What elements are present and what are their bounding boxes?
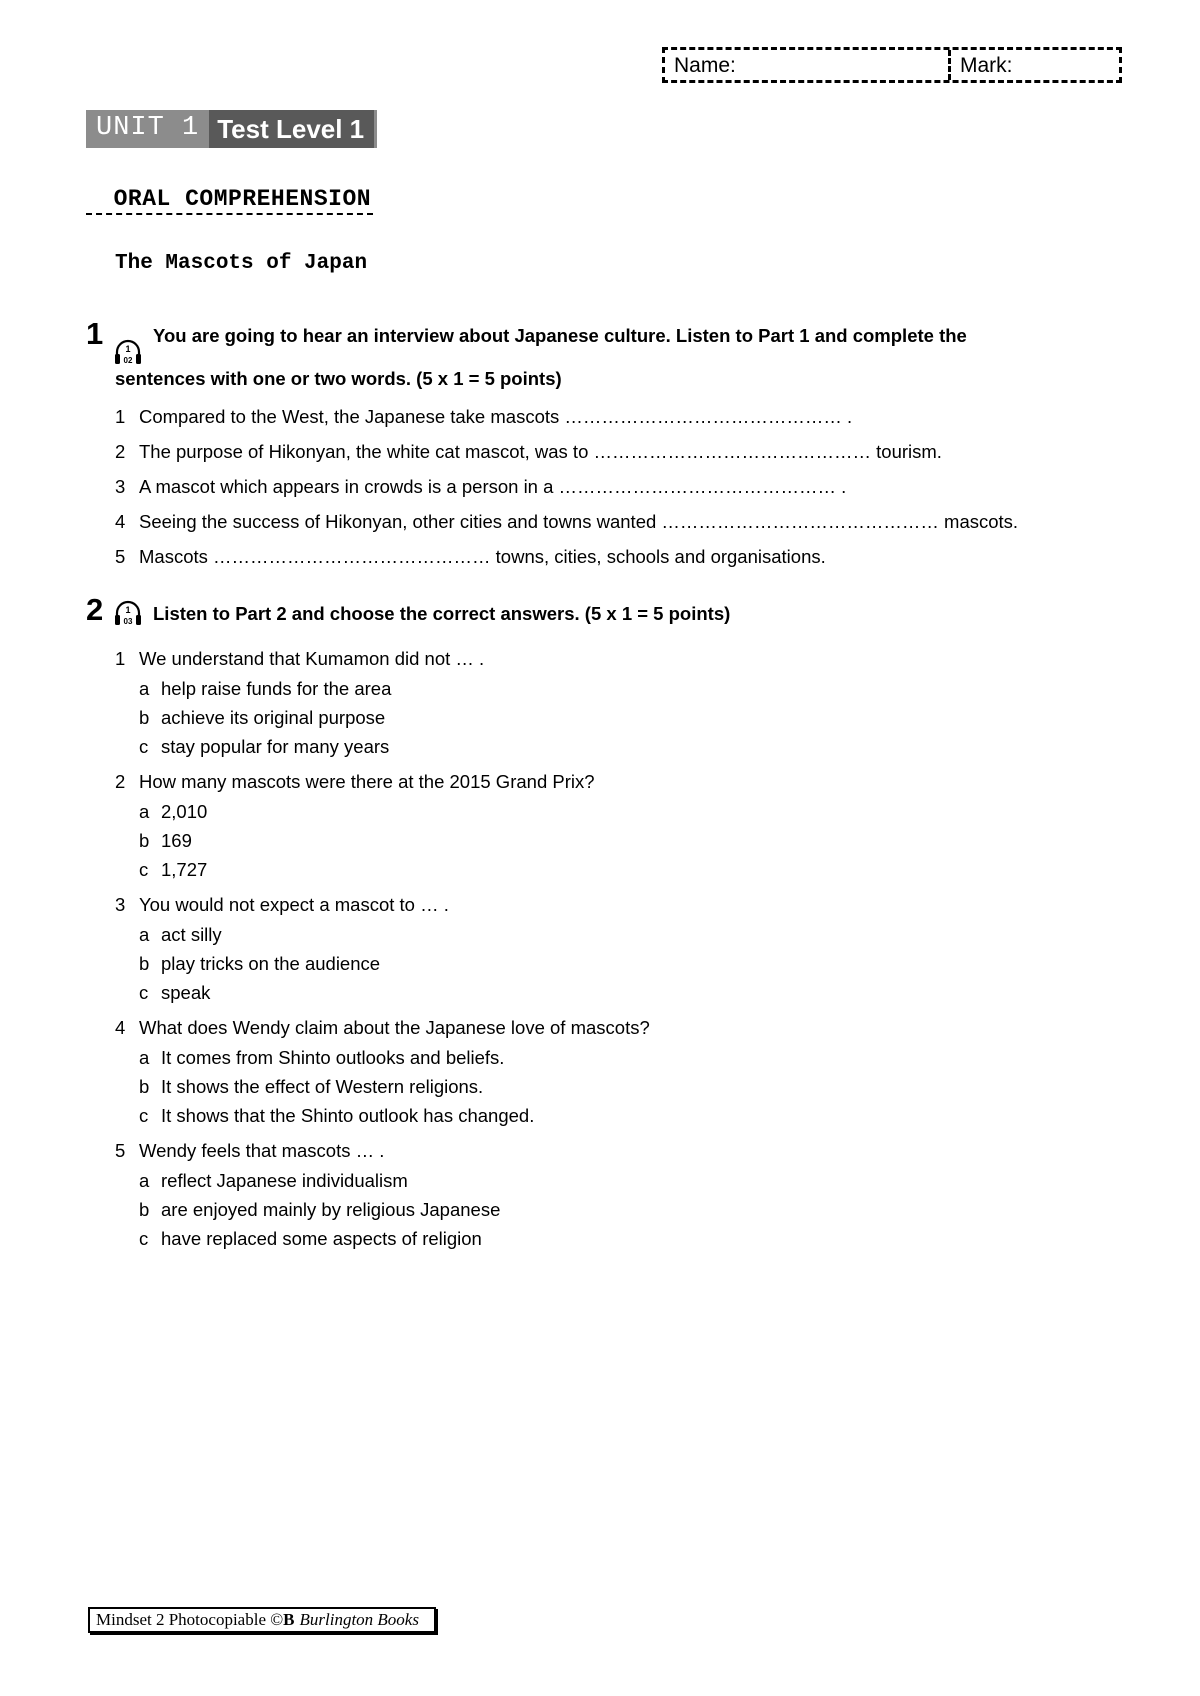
item-text: The purpose of Hikonyan, the white cat mascot, was to ……………………………………… tourism.	[139, 441, 942, 462]
question-number: 4	[115, 1017, 126, 1038]
option-letter: a	[139, 1170, 150, 1191]
item-number: 2	[115, 441, 126, 462]
name-field[interactable]	[665, 50, 951, 80]
exercise-1-item	[115, 546, 826, 568]
exercise-2-question	[115, 894, 449, 916]
exercise-2-question	[115, 1140, 384, 1162]
option-text: achieve its original purpose	[161, 707, 386, 728]
question-number: 5	[115, 1140, 126, 1161]
mark-field[interactable]	[951, 50, 1119, 80]
option-letter: a	[139, 924, 150, 945]
item-number: 1	[115, 406, 126, 427]
item-number: 4	[115, 511, 126, 532]
question-text: You would not expect a mascot to … .	[139, 894, 449, 915]
answer-option[interactable]	[139, 801, 207, 823]
item-text: Mascots ……………………………………… towns, cities, schools and organisations.	[139, 546, 826, 567]
answer-option[interactable]	[139, 707, 385, 729]
option-letter: b	[139, 953, 150, 974]
exercise-1-item	[115, 406, 852, 428]
option-letter: c	[139, 859, 149, 880]
exercise-2-question	[115, 648, 484, 670]
item-text: A mascot which appears in crowds is a person in a ……………………………………… .	[139, 476, 847, 497]
option-text: 169	[161, 830, 192, 851]
answer-option[interactable]	[139, 830, 192, 852]
option-letter: b	[139, 707, 150, 728]
exercise-1-item	[115, 476, 846, 498]
option-text: help raise funds for the area	[161, 678, 392, 699]
option-text: act silly	[161, 924, 222, 945]
option-letter: b	[139, 1076, 150, 1097]
name-label: Name:	[674, 54, 736, 77]
option-text: stay popular for many years	[161, 736, 390, 757]
question-number: 2	[115, 771, 126, 792]
section-title	[86, 186, 373, 215]
item-number: 5	[115, 546, 126, 567]
option-letter: c	[139, 1228, 149, 1249]
option-text: It shows the effect of Western religions.	[161, 1076, 484, 1097]
exercise-2-number: 2	[86, 592, 104, 627]
exercise-1-number: 1	[86, 316, 104, 351]
answer-option[interactable]	[139, 1199, 500, 1221]
option-letter: a	[139, 801, 150, 822]
option-text: 1,727	[161, 859, 208, 880]
footer-copyright	[88, 1607, 436, 1633]
option-letter: b	[139, 830, 150, 851]
name-mark-box	[662, 47, 1122, 83]
option-text: reflect Japanese individualism	[161, 1170, 408, 1191]
answer-option[interactable]	[139, 1105, 534, 1127]
track-number: 02	[123, 356, 133, 365]
reading-title: The Mascots of Japan	[115, 252, 368, 275]
headphones-icon	[113, 598, 143, 628]
answer-option[interactable]	[139, 1076, 483, 1098]
option-text: speak	[161, 982, 211, 1003]
answer-option[interactable]	[139, 1047, 504, 1069]
option-letter: c	[139, 736, 149, 757]
answer-option[interactable]	[139, 924, 222, 946]
option-text: It shows that the Shinto outlook has changed.	[161, 1105, 535, 1126]
mark-label: Mark:	[960, 54, 1013, 77]
section-title-text: ORAL COMPREHENSION	[113, 186, 372, 212]
option-text: 2,010	[161, 801, 208, 822]
track-disc: 1	[125, 605, 131, 615]
option-letter: a	[139, 678, 150, 699]
track-disc: 1	[125, 344, 131, 354]
option-text: are enjoyed mainly by religious Japanese	[161, 1199, 501, 1220]
answer-option[interactable]	[139, 859, 207, 881]
exercise-1-instruction-line1: You are going to hear an interview about Japanese culture. Listen to Part 1 and complete the	[153, 325, 967, 346]
exercise-2-question	[115, 771, 595, 793]
option-letter: c	[139, 1105, 149, 1126]
exercise-1-item	[115, 441, 942, 463]
question-text: Wendy feels that mascots … .	[139, 1140, 385, 1161]
answer-option[interactable]	[139, 953, 380, 975]
exercise-2-question	[115, 1017, 650, 1039]
option-text: have replaced some aspects of religion	[161, 1228, 482, 1249]
item-text: Seeing the success of Hikonyan, other cities and towns wanted ……………………………………… mascots.	[139, 511, 1019, 532]
exercise-1-instruction-line2: sentences with one or two words. (5 x 1 = 5 points)	[115, 368, 562, 389]
unit-header	[86, 110, 377, 148]
question-text: What does Wendy claim about the Japanese love of mascots?	[139, 1017, 650, 1038]
option-letter: c	[139, 982, 149, 1003]
question-number: 3	[115, 894, 126, 915]
answer-option[interactable]	[139, 678, 391, 700]
option-letter: b	[139, 1199, 150, 1220]
item-number: 3	[115, 476, 126, 497]
publisher-name: Burlington Books	[299, 1610, 419, 1629]
answer-option[interactable]	[139, 1170, 408, 1192]
burlington-logo: B	[283, 1610, 295, 1629]
option-text: play tricks on the audience	[161, 953, 381, 974]
question-text: How many mascots were there at the 2015 Grand Prix?	[139, 771, 595, 792]
unit-label: UNIT 1	[96, 113, 200, 143]
answer-option[interactable]	[139, 982, 210, 1004]
option-text: It comes from Shinto outlooks and beliefs.	[161, 1047, 505, 1068]
item-text: Compared to the West, the Japanese take mascots ……………………………………… .	[139, 406, 853, 427]
test-level-label: Test Level 1	[209, 110, 374, 148]
question-text: We understand that Kumamon did not … .	[139, 648, 485, 669]
question-number: 1	[115, 648, 126, 669]
option-letter: a	[139, 1047, 150, 1068]
footer-text: Mindset 2 Photocopiable ©	[96, 1610, 284, 1629]
answer-option[interactable]	[139, 1228, 482, 1250]
exercise-2-instruction: Listen to Part 2 and choose the correct answers. (5 x 1 = 5 points)	[153, 603, 731, 624]
exercise-1-item	[115, 511, 1018, 533]
answer-option[interactable]	[139, 736, 389, 758]
track-number: 03	[123, 617, 133, 626]
